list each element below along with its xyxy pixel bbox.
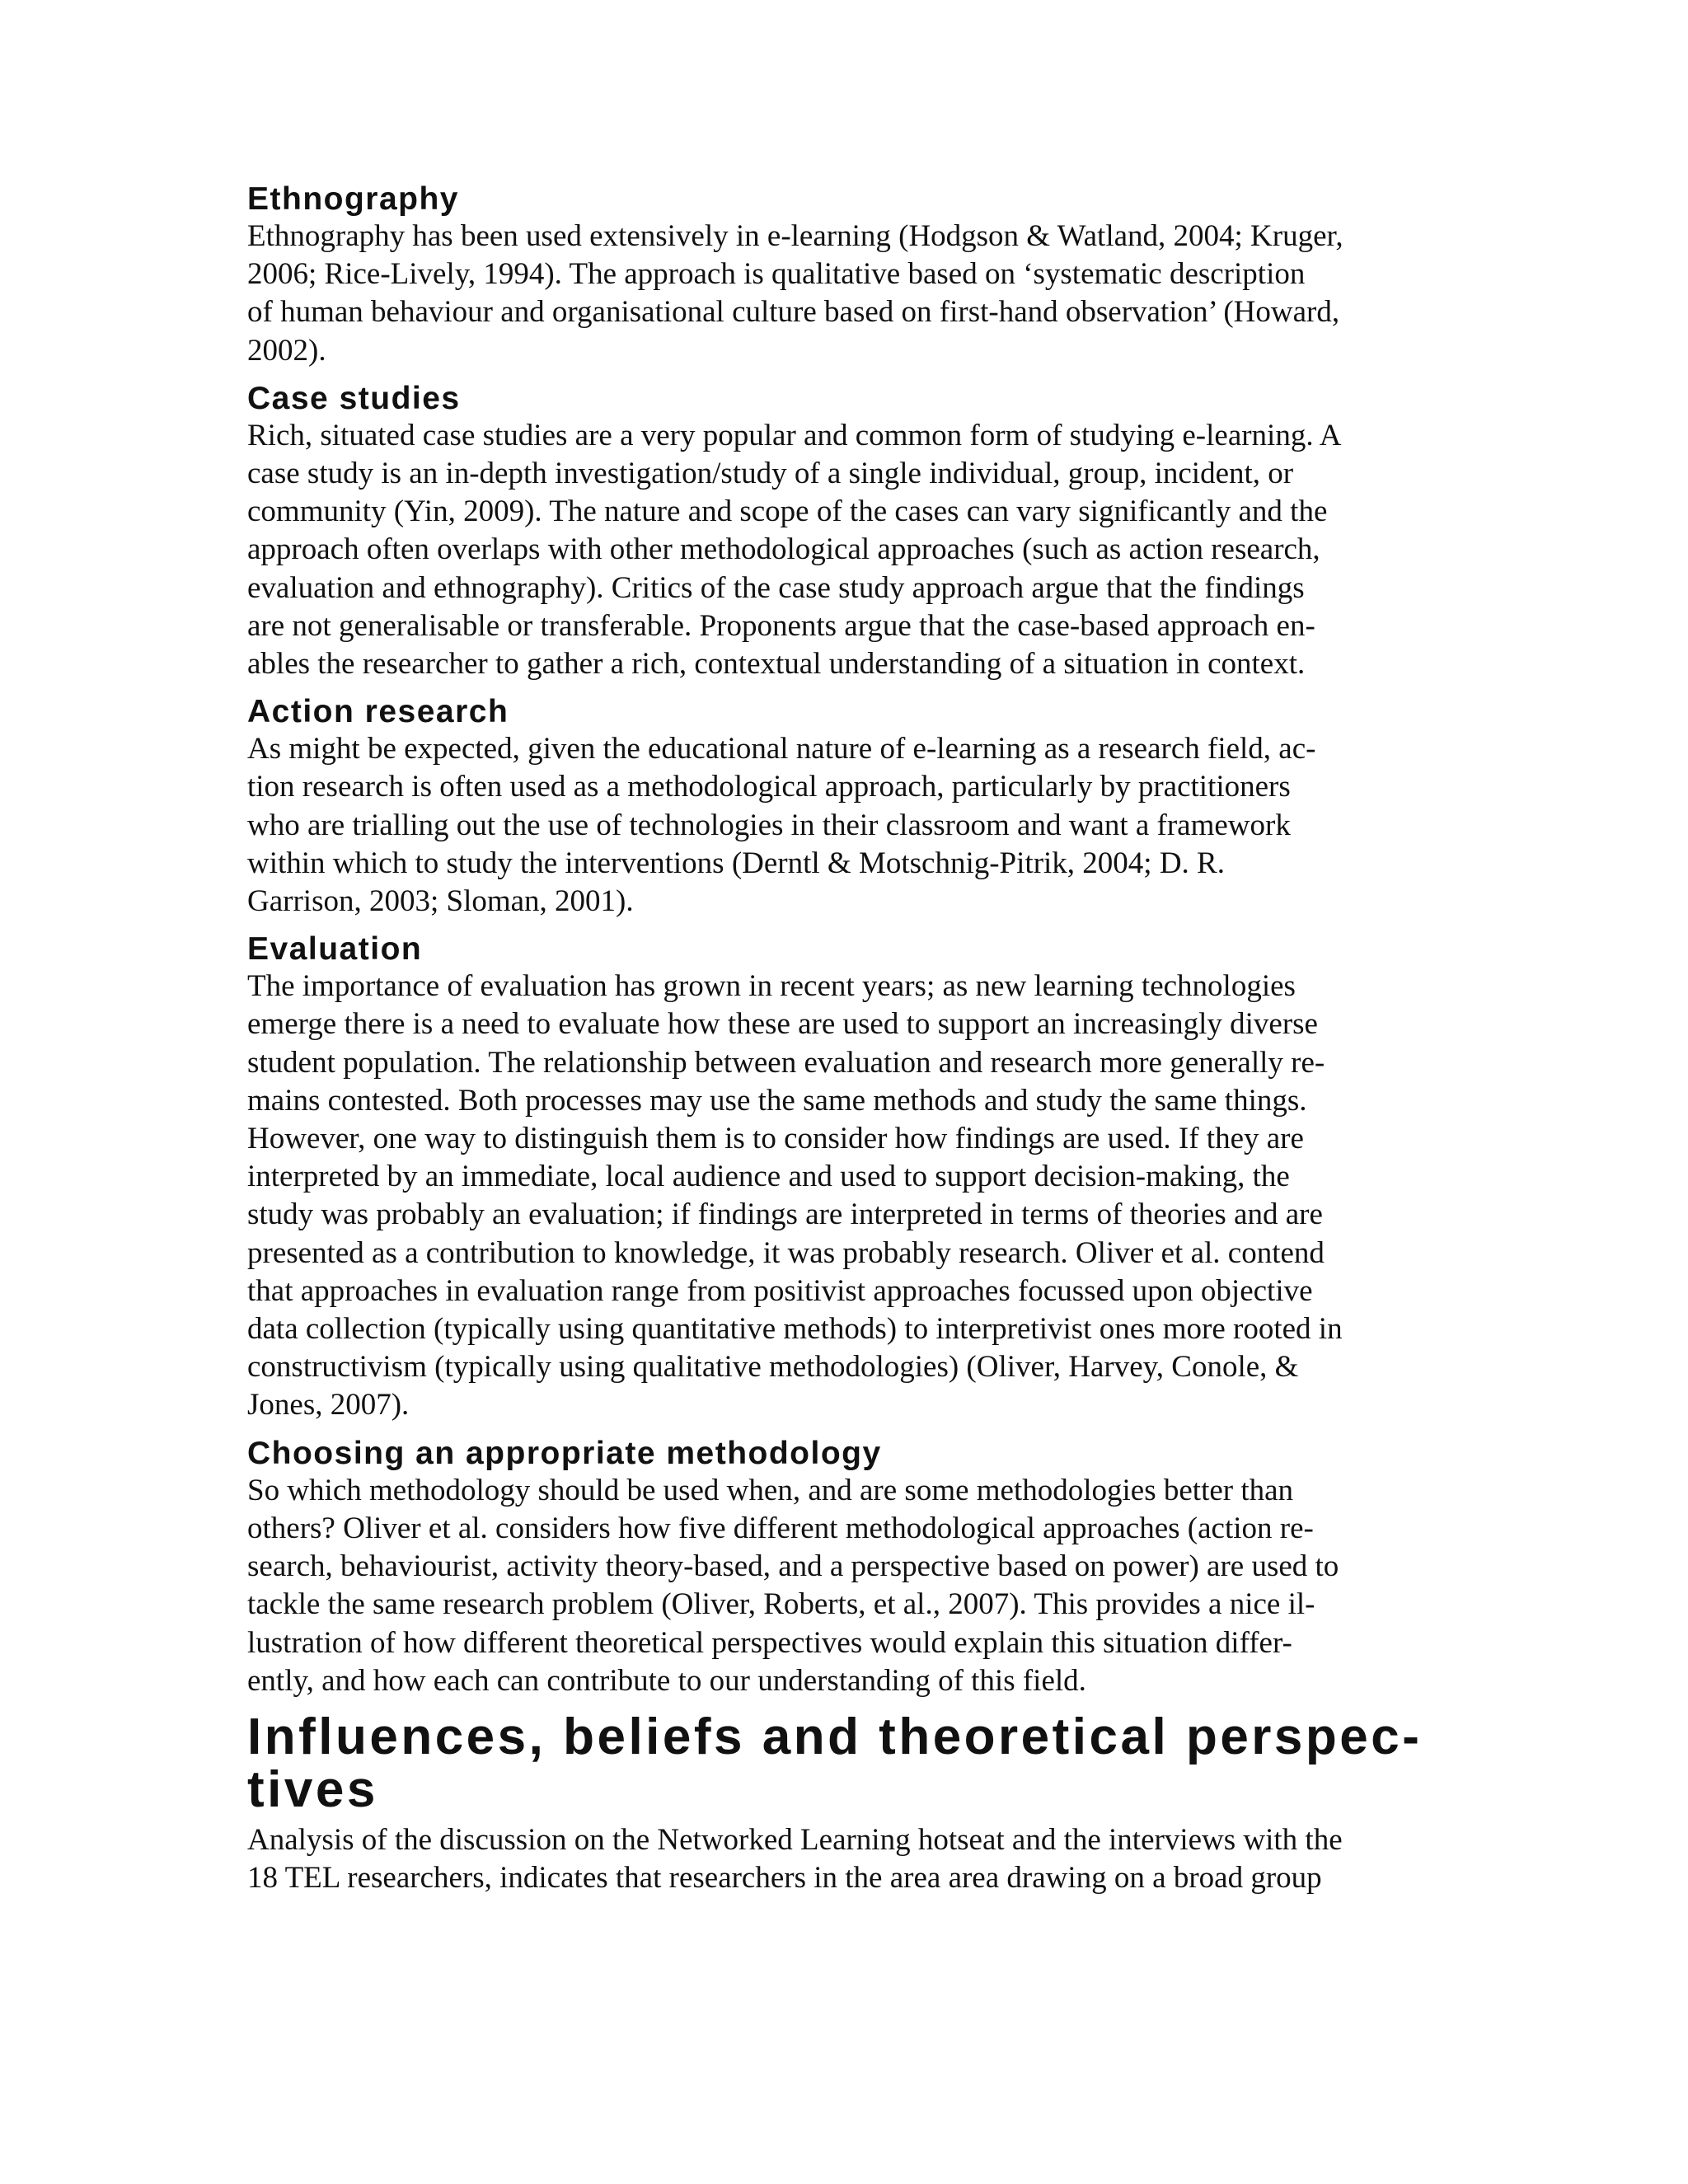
paragraph-line: So which methodology should be used when, and are some methodologies better than (247, 1473, 1294, 1507)
section-paragraph (247, 1821, 1459, 1897)
section-heading: Evaluation (247, 931, 423, 968)
section-heading: Action research (247, 694, 509, 730)
paragraph-line: tion research is often used as a methodological approach, particularly by practitioners (247, 770, 1291, 804)
section-heading: Case studies (247, 380, 461, 416)
paragraph-line: Rich, situated case studies are a very popular and common form of studying e-learning. A (247, 418, 1342, 452)
paragraph-line: mains contested. Both processes may use the same methods and study the same things. (247, 1083, 1307, 1118)
heading-line: tives (247, 1760, 378, 1818)
paragraph-line: search, behaviourist, activity theory-based, and a perspective based on power) are used to (247, 1549, 1339, 1584)
paragraph-line: 2002). (247, 333, 326, 368)
paragraph-line: ables the researcher to gather a rich, contextual understanding of a situation in context. (247, 647, 1306, 682)
section-paragraph (247, 1472, 1459, 1700)
paragraph-line: As might be expected, given the educational nature of e-learning as a research field, ac- (247, 732, 1316, 766)
major-section-heading (247, 1708, 1459, 1818)
section-heading: Choosing an appropriate methodology (247, 1435, 882, 1471)
paragraph-line: evaluation and ethnography). Critics of the case study approach argue that the findings (247, 570, 1305, 605)
paragraph-line: community (Yin, 2009). The nature and scope of the cases can vary significantly and the (247, 494, 1328, 529)
paragraph-line: lustration of how different theoretical perspectives would explain this situation differ- (247, 1625, 1292, 1660)
section-paragraph (247, 417, 1459, 683)
paragraph-line: presented as a contribution to knowledge, it was probably research. Oliver et al. contend (247, 1235, 1325, 1270)
section-choosing-methodology (247, 1436, 1459, 1700)
paragraph-line: 2006; Rice-Lively, 1994). The approach is qualitative based on ‘systematic description (247, 257, 1306, 292)
paragraph-line: study was probably an evaluation; if findings are interpreted in terms of theories and are (247, 1197, 1323, 1232)
section-evaluation (247, 931, 1459, 1424)
section-influences-beliefs (247, 1708, 1459, 1897)
paragraph-line: of human behaviour and organisational culture based on first-hand observation’ (Howard, (247, 295, 1340, 330)
paragraph-line: that approaches in evaluation range from positivist approaches focussed upon objective (247, 1273, 1313, 1308)
heading-line: Influences, beliefs and theoretical perspec- (247, 1708, 1423, 1765)
section-ethnography (247, 181, 1459, 370)
paragraph-line: interpreted by an immediate, local audience and used to support decision-making, the (247, 1160, 1290, 1194)
paragraph-line: within which to study the interventions (Derntl & Motschnig-Pitrik, 2004; D. R. (247, 846, 1225, 880)
paragraph-line: student population. The relationship between evaluation and research more generally re- (247, 1045, 1325, 1080)
section-action-research (247, 694, 1459, 921)
document-page (247, 181, 1459, 1908)
paragraph-line: However, one way to distinguish them is to consider how findings are used. If they are (247, 1122, 1304, 1156)
section-case-studies (247, 381, 1459, 683)
paragraph-line: Ethnography has been used extensively in e-learning (Hodgson & Watland, 2004; Kruger, (247, 219, 1343, 253)
paragraph-line: 18 TEL researchers, indicates that researchers in the area area drawing on a broad group (247, 1861, 1322, 1896)
paragraph-line: who are trialling out the use of technologies in their classroom and want a framework (247, 808, 1291, 842)
paragraph-line: Jones, 2007). (247, 1388, 410, 1422)
paragraph-line: are not generalisable or transferable. Proponents argue that the case-based approach en- (247, 608, 1315, 643)
paragraph-line: case study is an in-depth investigation/study of a single individual, group, incident, or (247, 457, 1294, 491)
section-heading: Ethnography (247, 181, 459, 217)
paragraph-line: Garrison, 2003; Sloman, 2001). (247, 884, 634, 919)
paragraph-line: data collection (typically using quantitative methods) to interpretivist ones more rooted in (247, 1312, 1343, 1347)
section-paragraph (247, 218, 1459, 370)
paragraph-line: tackle the same research problem (Oliver, Roberts, et al., 2007). This provides a nice il- (247, 1587, 1315, 1622)
section-paragraph (247, 968, 1459, 1424)
paragraph-line: approach often overlaps with other methodological approaches (such as action research, (247, 532, 1320, 567)
paragraph-line: constructivism (typically using qualitative methodologies) (Oliver, Harvey, Conole, & (247, 1350, 1299, 1385)
paragraph-line: ently, and how each can contribute to our understanding of this field. (247, 1663, 1086, 1698)
paragraph-line: Analysis of the discussion on the Networked Learning hotseat and the interviews with the (247, 1822, 1343, 1857)
paragraph-line: emerge there is a need to evaluate how these are used to support an increasingly diverse (247, 1007, 1318, 1042)
paragraph-line: others? Oliver et al. considers how five different methodological approaches (action re- (247, 1511, 1314, 1545)
section-paragraph (247, 730, 1459, 921)
paragraph-line: The importance of evaluation has grown in recent years; as new learning technologies (247, 969, 1296, 1004)
